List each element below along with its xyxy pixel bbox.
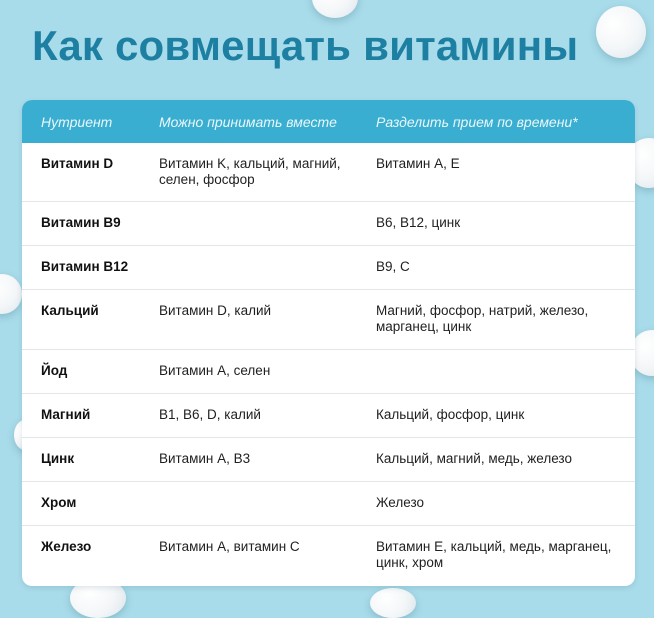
table-row bbox=[22, 143, 635, 202]
nutrient-cell: Железо bbox=[41, 539, 92, 554]
nutrient-cell: Витамин В9 bbox=[41, 215, 121, 230]
together-cell: Витамин D, калий bbox=[159, 303, 272, 318]
together-cell: Витамин А, селен bbox=[159, 363, 271, 378]
together-cell: В1, В6, D, калий bbox=[159, 407, 261, 422]
nutrient-cell: Витамин В12 bbox=[41, 259, 129, 274]
pill-decoration bbox=[312, 0, 358, 18]
nutrient-cell: Магний bbox=[41, 407, 91, 422]
separate-cell: Железо bbox=[376, 495, 424, 510]
table-row bbox=[22, 350, 635, 394]
table-row bbox=[22, 526, 635, 586]
table-row bbox=[22, 202, 635, 246]
nutrient-cell: Йод bbox=[41, 363, 68, 378]
table-row bbox=[22, 290, 635, 350]
separate-cell: Магний, фосфор, натрий, железо, марганец, цинк bbox=[376, 303, 589, 334]
together-cell: Витамин K, кальций, магний, селен, фосфор bbox=[159, 156, 341, 187]
separate-cell: Кальций, магний, медь, железо bbox=[376, 451, 572, 466]
nutrient-cell: Витамин D bbox=[41, 156, 114, 171]
table-row bbox=[22, 394, 635, 438]
together-cell: Витамин А, витамин С bbox=[159, 539, 300, 554]
separate-cell: Витамин Е, кальций, медь, марганец, цинк, хром bbox=[376, 539, 612, 570]
table-row bbox=[22, 438, 635, 482]
nutrient-cell: Цинк bbox=[41, 451, 75, 466]
separate-cell: В6, В12, цинк bbox=[376, 215, 461, 230]
header-together: Можно принимать вместе bbox=[159, 114, 337, 130]
nutrient-cell: Хром bbox=[41, 495, 77, 510]
pill-decoration bbox=[0, 274, 22, 314]
page-title: Как совмещать витамины bbox=[32, 22, 579, 69]
table-header bbox=[22, 100, 635, 143]
together-cell: Витамин А, В3 bbox=[159, 451, 251, 466]
header-separate: Разделить прием по времени* bbox=[376, 114, 578, 130]
table-row bbox=[22, 246, 635, 290]
separate-cell: Кальций, фосфор, цинк bbox=[376, 407, 525, 422]
header-nutrient: Нутриент bbox=[41, 114, 113, 130]
nutrient-cell: Кальций bbox=[41, 303, 99, 318]
pill-decoration bbox=[370, 588, 416, 618]
vitamin-table bbox=[22, 100, 635, 586]
table-row bbox=[22, 482, 635, 526]
separate-cell: В9, С bbox=[376, 259, 410, 274]
pill-decoration bbox=[596, 6, 646, 58]
separate-cell: Витамин А, Е bbox=[376, 156, 460, 171]
